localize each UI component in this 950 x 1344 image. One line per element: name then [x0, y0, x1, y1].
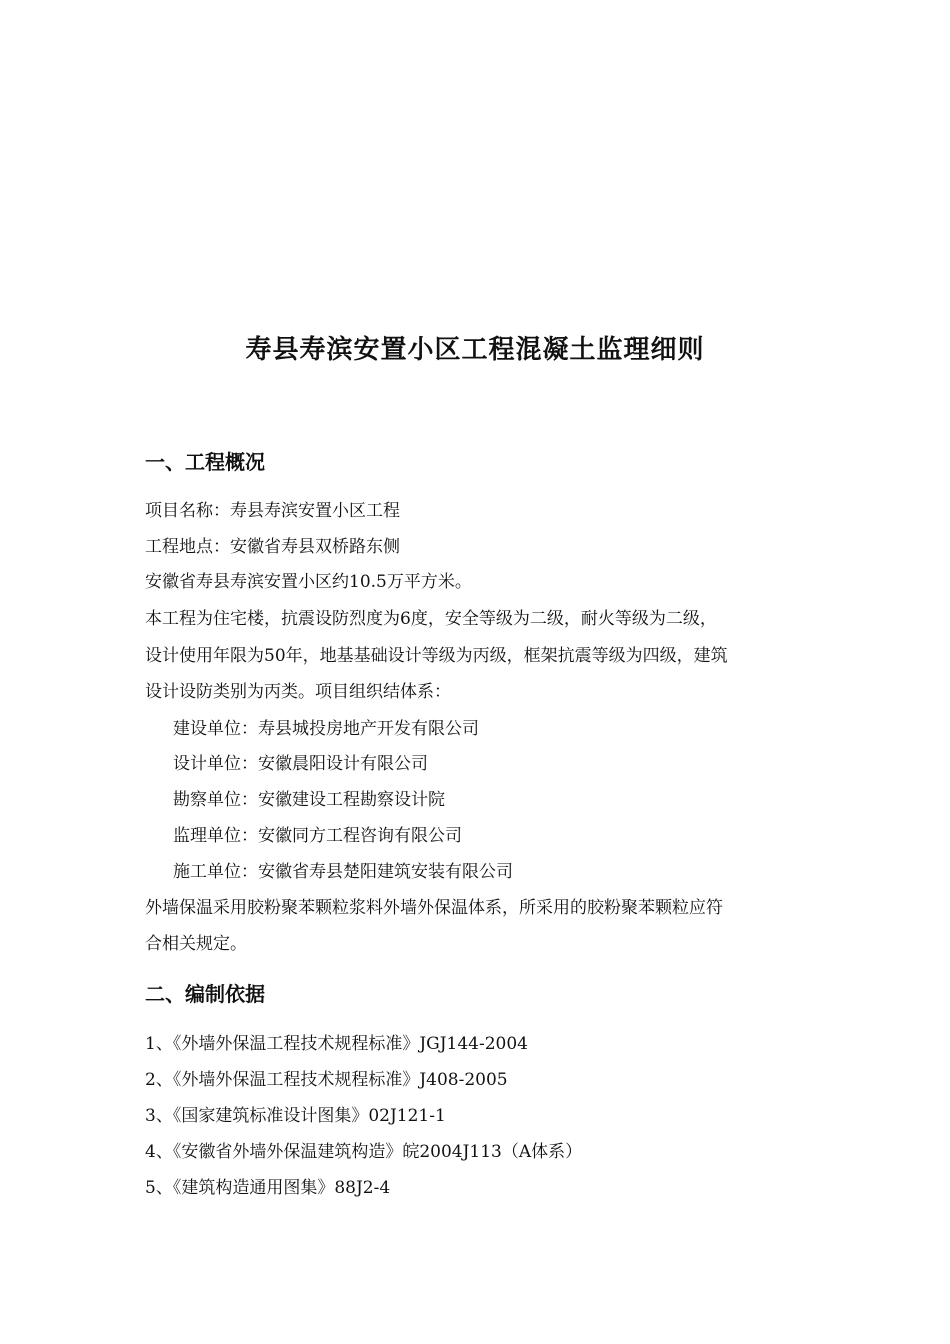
insulation-description-line: 合相关规定。 [145, 934, 247, 954]
supervision-unit: 监理单位：安徽同方工程咨询有限公司 [173, 826, 462, 846]
project-location: 工程地点：安徽省寿县双桥路东侧 [145, 537, 400, 557]
section-heading-basis: 二、编制依据 [145, 982, 265, 1006]
project-name: 项目名称：寿县寿滨安置小区工程 [145, 501, 400, 521]
project-description-line: 设计设防类别为丙类。项目组织结体系： [145, 682, 451, 702]
project-description-line: 本工程为住宅楼，抗震设防烈度为6度，安全等级为二级，耐火等级为二级， [145, 609, 717, 629]
reference-item: 2、《外墙外保温工程技术规程标准》J408-2005 [145, 1070, 508, 1090]
survey-unit: 勘察单位：安徽建设工程勘察设计院 [173, 790, 445, 810]
section-heading-overview: 一、工程概况 [145, 450, 265, 474]
reference-item: 4、《安徽省外墙外保温建筑构造》皖2004J113（A体系） [145, 1142, 583, 1162]
reference-item: 3、《国家建筑标准设计图集》02J121-1 [145, 1106, 446, 1126]
reference-item: 1、《外墙外保温工程技术规程标准》JGJ144-2004 [145, 1034, 528, 1054]
project-description-line: 设计使用年限为50年，地基基础设计等级为丙级，框架抗震等级为四级，建筑 [145, 646, 728, 666]
design-unit: 设计单位：安徽晨阳设计有限公司 [173, 754, 428, 774]
insulation-description-line: 外墙保温采用胶粉聚苯颗粒浆料外墙外保温体系，所采用的胶粉聚苯颗粒应符 [145, 898, 723, 918]
construction-unit: 建设单位：寿县城投房地产开发有限公司 [173, 719, 479, 739]
builder-unit: 施工单位：安徽省寿县楚阳建筑安装有限公司 [173, 862, 513, 882]
project-area: 安徽省寿县寿滨安置小区约10.5万平方米。 [145, 572, 472, 592]
reference-item: 5、《建筑构造通用图集》88J2-4 [145, 1178, 391, 1198]
document-title: 寿县寿滨安置小区工程混凝土监理细则 [245, 335, 705, 365]
